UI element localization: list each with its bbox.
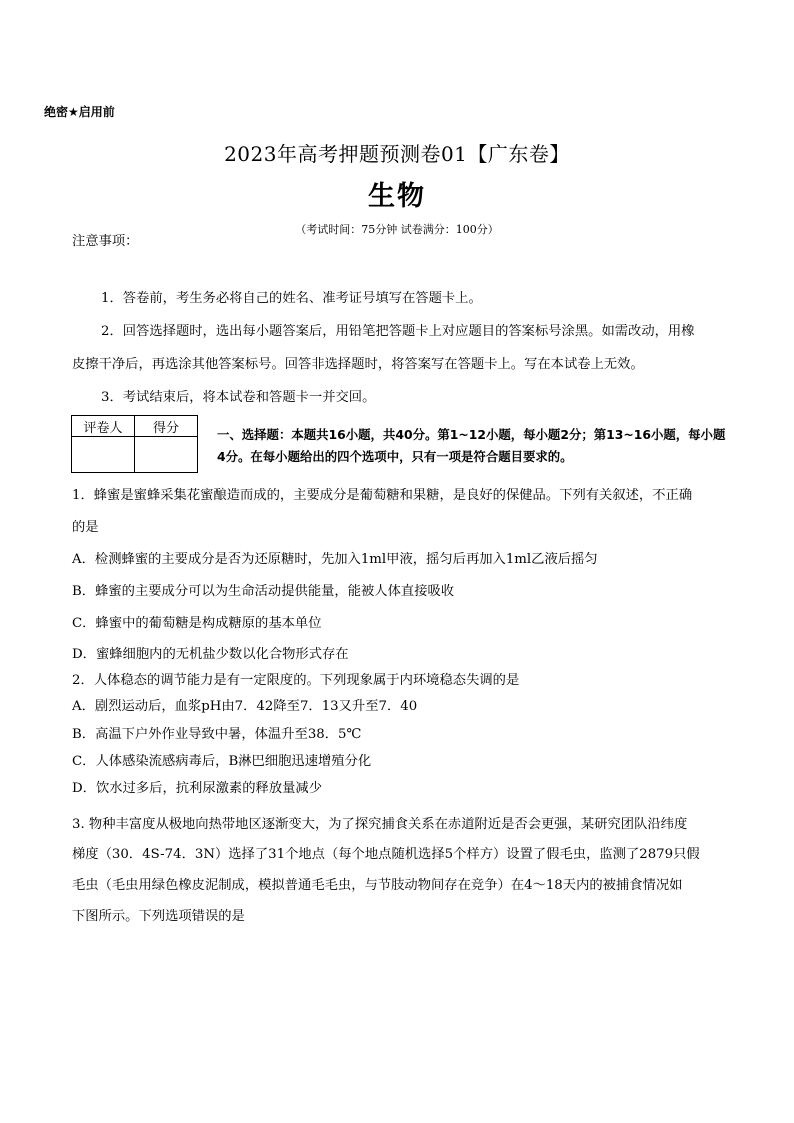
question-2-option-b: B．高温下户外作业导致中暑，体温升至38．5℃ <box>72 727 362 742</box>
grader-header: 评卷人 <box>72 416 135 437</box>
question-3-stem-line-2: 梯度（30．4S-74．3N）选择了31个地点（每个地点随机选择5个样方）设置了假毛虫，监测了2879只假 <box>72 847 700 862</box>
question-2-option-c: C．人体感染流感病毒后，B淋巴细胞迅速增殖分化 <box>72 754 372 769</box>
confidential-label: 绝密★启用前 <box>44 105 115 119</box>
question-1-stem-line-2: 的是 <box>72 520 99 535</box>
note-item-3: 3．考试结束后，将本试卷和答题卡一并交回。 <box>101 390 376 405</box>
notes-heading: 注意事项： <box>72 234 139 249</box>
note-item-2-line-2: 皮擦干净后，再选涂其他答案标号。回答非选择题时，将答案写在答题卡上。写在本试卷上无效。 <box>72 357 644 372</box>
question-1-option-a: A．检测蜂蜜的主要成分是否为还原糖时，先加入1ml甲液，摇匀后再加入1ml乙液后摇匀 <box>72 552 598 567</box>
subject-title: 生物 <box>368 181 426 212</box>
note-item-1: 1．答卷前，考生务必将自己的姓名、准考证号填写在答题卡上。 <box>101 291 482 306</box>
question-3-stem-line-1: 3. 物种丰富度从极地向热带地区逐渐变大，为了探究捕食关系在赤道附近是否会更强，某研究团队沿纬度 <box>72 817 688 832</box>
question-3-stem-line-4: 下图所示。下列选项错误的是 <box>72 909 245 924</box>
question-1-option-d: D．蜜蜂细胞内的无机盐少数以化合物形式存在 <box>72 647 349 662</box>
note-item-2-line-1: 2．回答选择题时，选出每小题答案后，用铅笔把答题卡上对应题目的答案标号涂黑。如需改动，用橡 <box>101 324 695 339</box>
score-header: 得分 <box>135 416 198 437</box>
question-2-option-d: D．饮水过多后，抗利尿激素的释放量减少 <box>72 781 323 796</box>
section-instructions: 一、选择题：本题共16小题，共40分。第1~12小题，每小题2分；第13~16小题，每小题4分。在每小题给出的四个选项中，只有一项是符合题目要求的。 <box>217 427 726 464</box>
exam-info: （考试时间：75分钟 试卷满分：100分） <box>295 223 499 236</box>
question-2-stem: 2．人体稳态的调节能力是有一定限度的。下列现象属于内环境稳态失调的是 <box>72 673 520 688</box>
question-1-stem-line-1: 1．蜂蜜是蜜蜂采集花蜜酿造而成的，主要成分是葡萄糖和果糖，是良好的保健品。下列有关叙述，不正确 <box>72 488 693 503</box>
question-1-option-b: B．蜂蜜的主要成分可以为生命活动提供能量，能被人体直接吸收 <box>72 584 455 599</box>
question-1-option-c: C．蜂蜜中的葡萄糖是构成糖原的基本单位 <box>72 616 322 631</box>
question-3-stem-line-3: 毛虫（毛虫用绿色橡皮泥制成，模拟普通毛毛虫，与节肢动物间存在竞争）在4～18天内的被捕食情况如 <box>72 878 683 893</box>
exam-title: 2023年高考押题预测卷01【广东卷】 <box>224 142 570 166</box>
score-cell <box>135 437 198 473</box>
score-table <box>71 415 198 473</box>
grader-cell <box>72 437 135 473</box>
question-2-option-a: A．剧烈运动后，血浆pH由7．42降至7．13又升至7．40 <box>72 699 418 714</box>
